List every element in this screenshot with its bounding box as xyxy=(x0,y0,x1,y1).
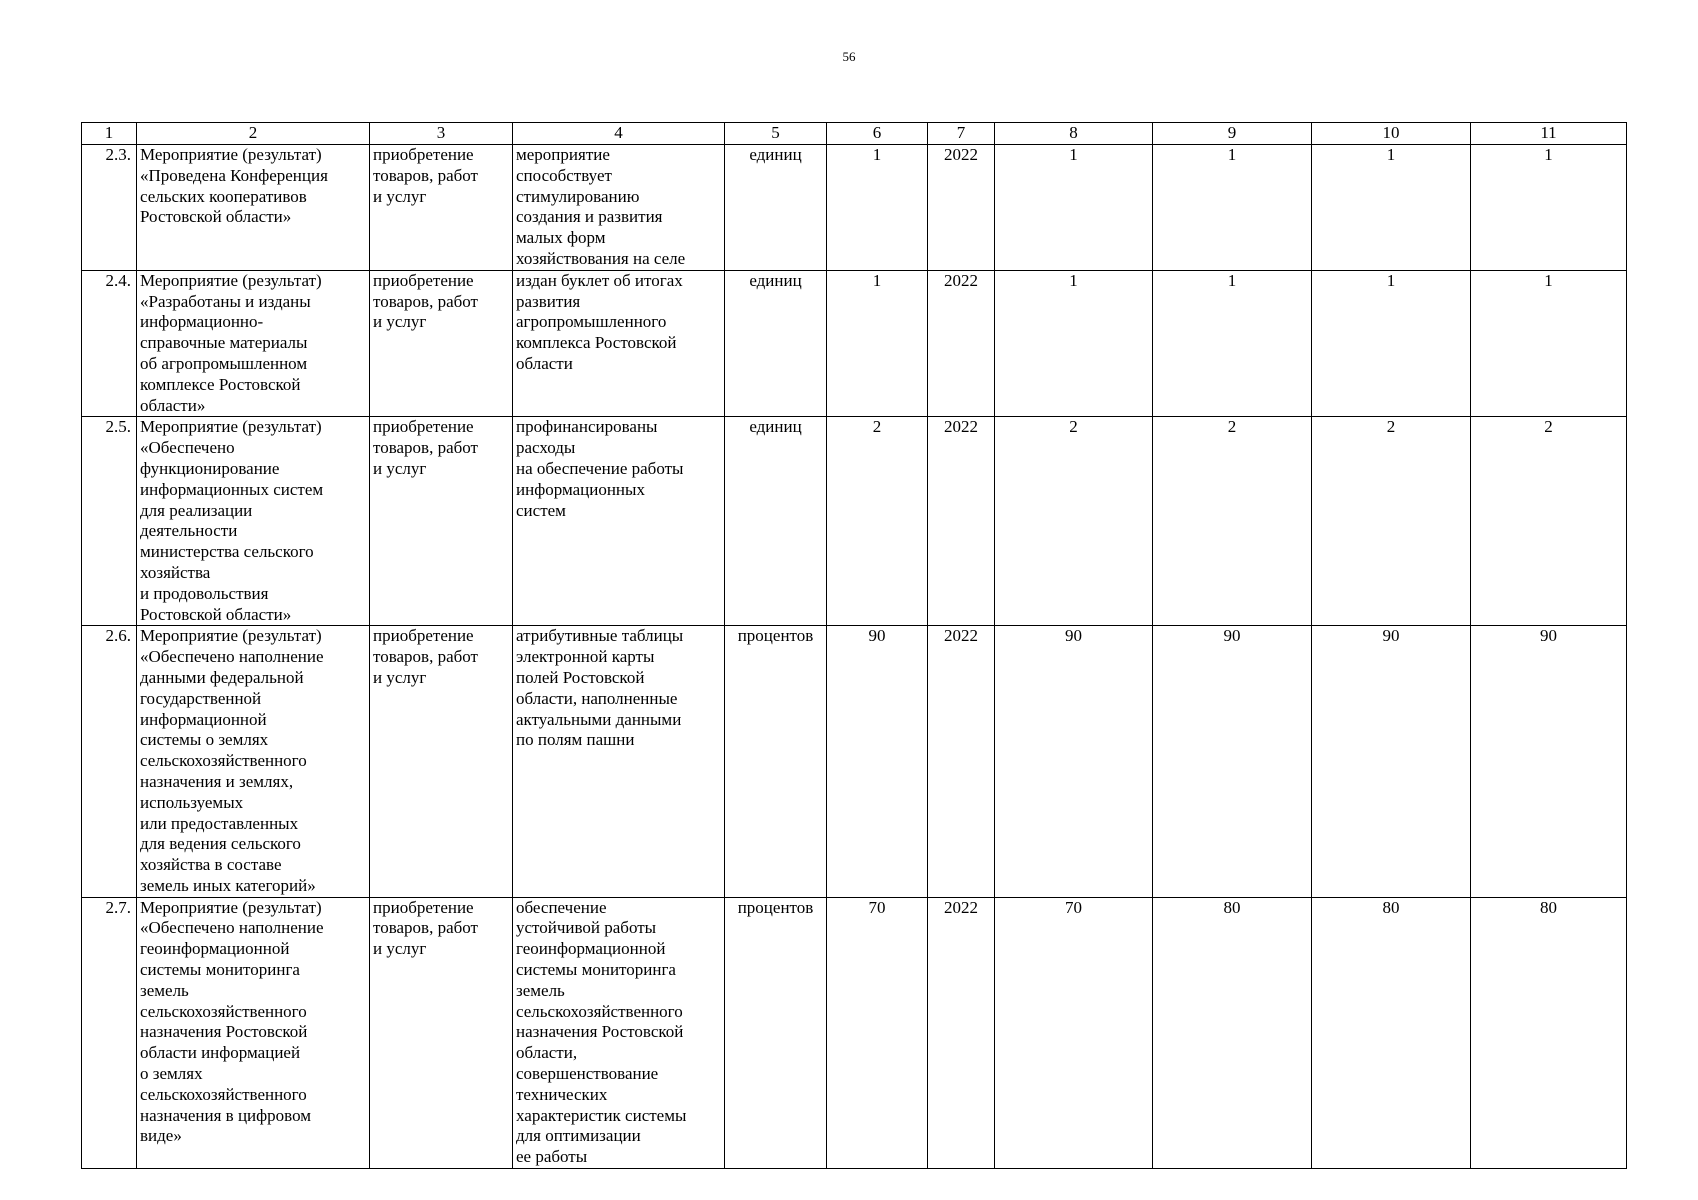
row-number-cell: 2.5. xyxy=(82,417,137,626)
event-type-cell xyxy=(370,270,513,417)
value-cell-6: 1 xyxy=(827,145,928,271)
event-type-cell-line: приобретение xyxy=(373,270,474,290)
event-name-cell-line: хозяйства в составе xyxy=(140,855,282,875)
value-cell-9: 1 xyxy=(1153,270,1312,417)
event-name-cell xyxy=(137,897,370,1168)
event-name-cell-line: государственной xyxy=(140,688,262,708)
event-name-cell-line: министерства сельского xyxy=(140,542,314,562)
unit-cell: единиц xyxy=(725,145,827,271)
description-cell-line: стимулированию xyxy=(516,186,640,206)
event-type-cell-line: товаров, работ xyxy=(373,438,478,458)
description-cell-line: сельскохозяйственного xyxy=(516,1001,683,1021)
table-row xyxy=(82,626,1627,897)
header-cell: 2 xyxy=(137,123,370,145)
description-cell-line: на обеспечение работы xyxy=(516,458,684,478)
event-name-cell-line: области информацией xyxy=(140,1043,301,1063)
event-name-cell-line: назначения Ростовской xyxy=(140,1022,308,1042)
event-name-cell-line: земель xyxy=(140,980,189,1000)
event-name-cell-line: «Разработаны и изданы xyxy=(140,291,311,311)
table-row xyxy=(82,417,1627,626)
description-cell-line: устойчивой работы xyxy=(516,918,657,938)
event-type-cell xyxy=(370,897,513,1168)
header-cell: 6 xyxy=(827,123,928,145)
value-cell-8: 70 xyxy=(995,897,1153,1168)
event-name-cell-line: Ростовской области» xyxy=(140,604,292,624)
event-type-cell-line: товаров, работ xyxy=(373,291,478,311)
event-name-cell-line: Мероприятие (результат) xyxy=(140,417,322,437)
event-type-cell-line: и услуг xyxy=(373,667,427,687)
description-cell-line: систем xyxy=(516,500,566,520)
value-cell-10: 90 xyxy=(1312,626,1471,897)
header-cell: 8 xyxy=(995,123,1153,145)
value-cell-10: 80 xyxy=(1312,897,1471,1168)
header-cell: 4 xyxy=(513,123,725,145)
event-type-cell-line: и услуг xyxy=(373,939,427,959)
event-name-cell xyxy=(137,626,370,897)
event-name-cell-line: для ведения сельского xyxy=(140,834,301,854)
value-cell-11: 1 xyxy=(1471,270,1627,417)
event-name-cell-line: «Обеспечено xyxy=(140,438,235,458)
value-cell-11: 80 xyxy=(1471,897,1627,1168)
event-name-cell-line: системы о землях xyxy=(140,730,269,750)
description-cell-line: расходы xyxy=(516,438,576,458)
description-cell-line: области, xyxy=(516,1043,578,1063)
event-type-cell xyxy=(370,145,513,271)
event-name-cell-line: функционирование xyxy=(140,458,280,478)
description-cell-line: по полям пашни xyxy=(516,730,635,750)
description-cell-line: характеристик системы xyxy=(516,1105,687,1125)
event-name-cell-line: «Проведена Конференция xyxy=(140,165,328,185)
description-cell-line: системы мониторинга xyxy=(516,960,676,980)
event-name-cell-line: информационных систем xyxy=(140,479,324,499)
value-cell-11: 1 xyxy=(1471,145,1627,271)
value-cell-6: 1 xyxy=(827,270,928,417)
description-cell-line: развития xyxy=(516,291,581,311)
event-name-cell-line: сельскохозяйственного xyxy=(140,1001,307,1021)
description-cell-line: комплекса Ростовской xyxy=(516,333,677,353)
value-cell-9: 2 xyxy=(1153,417,1312,626)
description-cell xyxy=(513,145,725,271)
value-cell-8: 90 xyxy=(995,626,1153,897)
value-cell-9: 80 xyxy=(1153,897,1312,1168)
event-name-cell-line: информационной xyxy=(140,709,267,729)
event-name-cell-line: и продовольствия xyxy=(140,583,269,603)
event-type-cell xyxy=(370,626,513,897)
description-cell-line: назначения Ростовской xyxy=(516,1022,684,1042)
description-cell-line: обеспечение xyxy=(516,897,607,917)
value-cell-9: 90 xyxy=(1153,626,1312,897)
row-number-cell: 2.4. xyxy=(82,270,137,417)
unit-cell: единиц xyxy=(725,417,827,626)
event-type-cell-line: приобретение xyxy=(373,897,474,917)
row-number-cell: 2.3. xyxy=(82,145,137,271)
year-cell-7: 2022 xyxy=(928,145,995,271)
event-name-cell-line: сельскохозяйственного xyxy=(140,751,307,771)
event-type-cell-line: и услуг xyxy=(373,312,427,332)
description-cell-line: создания и развития xyxy=(516,207,663,227)
event-name-cell-line: виде» xyxy=(140,1126,182,1146)
header-cell: 3 xyxy=(370,123,513,145)
event-type-cell-line: приобретение xyxy=(373,145,474,164)
event-type-cell xyxy=(370,417,513,626)
value-cell-8: 2 xyxy=(995,417,1153,626)
description-cell xyxy=(513,626,725,897)
value-cell-6: 2 xyxy=(827,417,928,626)
unit-cell: единиц xyxy=(725,270,827,417)
row-number-cell: 2.7. xyxy=(82,897,137,1168)
year-cell-7: 2022 xyxy=(928,417,995,626)
event-name-cell-line: данными федеральной xyxy=(140,667,304,687)
description-cell-line: атрибутивные таблицы xyxy=(516,626,684,646)
table-row xyxy=(82,145,1627,271)
header-row xyxy=(82,123,1627,145)
description-cell xyxy=(513,270,725,417)
description-cell-line: для оптимизации xyxy=(516,1126,641,1146)
event-name-cell-line: Мероприятие (результат) xyxy=(140,897,322,917)
event-name-cell-line: Мероприятие (результат) xyxy=(140,270,322,290)
value-cell-11: 2 xyxy=(1471,417,1627,626)
value-cell-6: 70 xyxy=(827,897,928,1168)
event-name-cell xyxy=(137,417,370,626)
value-cell-10: 1 xyxy=(1312,270,1471,417)
description-cell-line: ее работы xyxy=(516,1147,588,1167)
description-cell-line: земель xyxy=(516,980,565,1000)
year-cell-7: 2022 xyxy=(928,897,995,1168)
event-name-cell-line: о землях xyxy=(140,1064,203,1084)
table-row xyxy=(82,270,1627,417)
event-name-cell xyxy=(137,145,370,271)
event-type-cell-line: приобретение xyxy=(373,626,474,646)
header-cell: 7 xyxy=(928,123,995,145)
event-name-cell-line: деятельности xyxy=(140,521,238,541)
value-cell-10: 2 xyxy=(1312,417,1471,626)
table-row xyxy=(82,897,1627,1168)
description-cell-line: технических xyxy=(516,1084,608,1104)
event-name-cell-line: Ростовской области» xyxy=(140,207,292,227)
unit-cell: процентов xyxy=(725,897,827,1168)
row-number-cell: 2.6. xyxy=(82,626,137,897)
event-name-cell-line: для реализации xyxy=(140,500,253,520)
description-cell-line: области xyxy=(516,353,573,373)
event-name-cell-line: об агропромышленном xyxy=(140,353,308,373)
event-name-cell-line: Мероприятие (результат) xyxy=(140,626,322,646)
event-name-cell-line: системы мониторинга xyxy=(140,960,300,980)
event-name-cell-line: назначения и землях, xyxy=(140,771,294,791)
description-cell-line: способствует xyxy=(516,165,612,185)
event-name-cell-line: области» xyxy=(140,395,206,415)
page-number: 56 xyxy=(842,49,856,64)
event-name-cell xyxy=(137,270,370,417)
event-name-cell-line: сельскохозяйственного xyxy=(140,1084,307,1104)
event-name-cell-line: или предоставленных xyxy=(140,813,299,833)
event-type-cell-line: товаров, работ xyxy=(373,918,478,938)
header-cell: 11 xyxy=(1471,123,1627,145)
event-name-cell-line: справочные материалы xyxy=(140,333,308,353)
event-name-cell-line: информационно- xyxy=(140,312,264,332)
year-cell-7: 2022 xyxy=(928,626,995,897)
event-type-cell-line: и услуг xyxy=(373,458,427,478)
event-type-cell-line: товаров, работ xyxy=(373,165,478,185)
header-cell: 5 xyxy=(725,123,827,145)
description-cell-line: агропромышленного xyxy=(516,312,667,332)
description-cell xyxy=(513,897,725,1168)
value-cell-8: 1 xyxy=(995,270,1153,417)
event-name-cell-line: «Обеспечено наполнение xyxy=(140,918,324,938)
description-cell-line: хозяйствования на селе xyxy=(516,248,686,268)
indicators-table xyxy=(81,122,1627,1169)
description-cell-line: информационных xyxy=(516,479,645,499)
unit-cell: процентов xyxy=(725,626,827,897)
description-cell-line: мероприятие xyxy=(516,145,610,164)
event-type-cell-line: и услуг xyxy=(373,186,427,206)
description-cell-line: электронной карты xyxy=(516,647,655,667)
description-cell-line: малых форм xyxy=(516,228,606,248)
value-cell-9: 1 xyxy=(1153,145,1312,271)
year-cell-7: 2022 xyxy=(928,270,995,417)
value-cell-8: 1 xyxy=(995,145,1153,271)
description-cell xyxy=(513,417,725,626)
event-name-cell-line: земель иных категорий» xyxy=(140,875,316,895)
event-type-cell-line: приобретение xyxy=(373,417,474,437)
value-cell-10: 1 xyxy=(1312,145,1471,271)
event-type-cell-line: товаров, работ xyxy=(373,647,478,667)
event-name-cell-line: назначения в цифровом xyxy=(140,1105,312,1125)
description-cell-line: полей Ростовской xyxy=(516,667,645,687)
description-cell-line: области, наполненные xyxy=(516,688,678,708)
header-cell: 1 xyxy=(82,123,137,145)
header-cell: 9 xyxy=(1153,123,1312,145)
description-cell-line: издан буклет об итогах xyxy=(516,270,683,290)
header-cell: 10 xyxy=(1312,123,1471,145)
event-name-cell-line: хозяйства xyxy=(140,562,211,582)
event-name-cell-line: сельских кооперативов xyxy=(140,186,307,206)
description-cell-line: геоинформационной xyxy=(516,939,666,959)
event-name-cell-line: используемых xyxy=(140,792,244,812)
value-cell-6: 90 xyxy=(827,626,928,897)
description-cell-line: актуальными данными xyxy=(516,709,682,729)
description-cell-line: профинансированы xyxy=(516,417,658,437)
event-name-cell-line: комплексе Ростовской xyxy=(140,374,301,394)
event-name-cell-line: геоинформационной xyxy=(140,939,290,959)
description-cell-line: совершенствование xyxy=(516,1064,659,1084)
event-name-cell-line: Мероприятие (результат) xyxy=(140,145,322,164)
event-name-cell-line: «Обеспечено наполнение xyxy=(140,647,324,667)
value-cell-11: 90 xyxy=(1471,626,1627,897)
